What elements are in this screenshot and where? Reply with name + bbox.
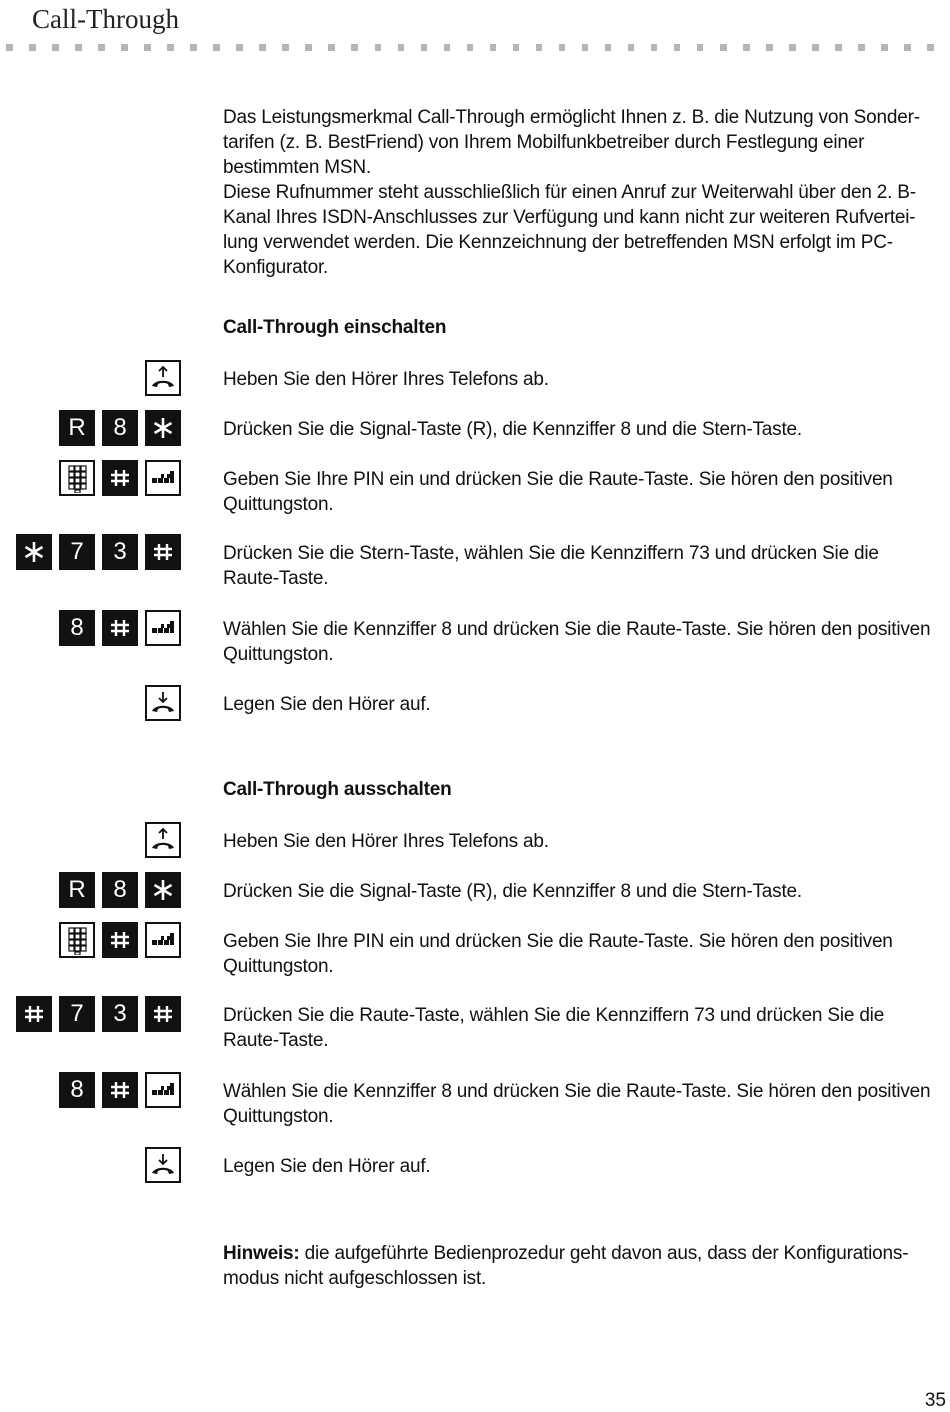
rule-dot <box>743 44 750 51</box>
step-text-line: Quittungston. <box>223 644 334 665</box>
rule-dot <box>259 44 266 51</box>
hash-key-icon <box>102 610 138 646</box>
rule-dot <box>236 44 243 51</box>
step-keys <box>16 996 181 1032</box>
step-text <box>223 879 948 904</box>
handset-hangup-icon <box>145 685 181 721</box>
rule-dot <box>812 44 819 51</box>
intro-line: tarifen (z. B. BestFriend) von Ihrem Mobilfunkbetreiber durch Festlegung einer <box>223 132 865 153</box>
step-keys <box>59 872 181 908</box>
step-text <box>223 1154 948 1179</box>
step-keys <box>59 1072 181 1108</box>
hint-line-2: modus nicht aufgeschlossen ist. <box>223 1268 487 1289</box>
key-7-icon: 7 <box>59 534 95 570</box>
step-text <box>223 1003 948 1053</box>
step-text-line: Quittungston. <box>223 1106 334 1127</box>
rule-dot <box>421 44 428 51</box>
star-key-icon <box>145 410 181 446</box>
rule-dot <box>835 44 842 51</box>
rule-dot <box>559 44 566 51</box>
page-number: 35 <box>924 1390 946 1411</box>
rule-dot <box>144 44 151 51</box>
key-r-icon: R <box>59 872 95 908</box>
step-text <box>223 829 948 854</box>
positive-tone-icon <box>145 922 181 958</box>
handset-lift-icon <box>145 360 181 396</box>
rule-dot <box>582 44 589 51</box>
section-heading-off: Call-Through ausschalten <box>223 779 452 800</box>
step-keys <box>145 360 181 396</box>
step-text <box>223 617 948 667</box>
hash-key-icon <box>145 996 181 1032</box>
intro-line: Das Leistungsmerkmal Call-Through ermöglicht Ihnen z. B. die Nutzung von Sonder- <box>223 107 920 128</box>
rule-dot <box>490 44 497 51</box>
rule-dot <box>651 44 658 51</box>
step-text-line: Drücken Sie die Signal-Taste (R), die Kennziffer 8 und die Stern-Taste. <box>223 419 802 440</box>
step-text <box>223 929 948 979</box>
page-title: Call-Through <box>32 4 179 34</box>
step-text-line: Heben Sie den Hörer Ihres Telefons ab. <box>223 831 549 852</box>
hint-label: Hinweis: <box>223 1243 300 1264</box>
rule-dot <box>190 44 197 51</box>
rule-dot <box>605 44 612 51</box>
star-key-icon <box>145 872 181 908</box>
step-text-line: Quittungston. <box>223 956 334 977</box>
rule-dot <box>375 44 382 51</box>
intro-line: Konfigurator. <box>223 257 329 278</box>
star-key-icon <box>16 534 52 570</box>
rule-dot <box>121 44 128 51</box>
rule-dot <box>628 44 635 51</box>
rule-dot <box>167 44 174 51</box>
hint-line-1 <box>223 1241 943 1266</box>
rule-dot <box>858 44 865 51</box>
step-text-line: Legen Sie den Hörer auf. <box>223 694 431 715</box>
rule-dot <box>513 44 520 51</box>
rule-dot <box>351 44 358 51</box>
step-keys <box>59 922 181 958</box>
intro-paragraph <box>223 105 943 280</box>
positive-tone-icon <box>145 460 181 496</box>
rule-dot <box>536 44 543 51</box>
step-text <box>223 541 948 591</box>
step-text-line: Geben Sie Ihre PIN ein und drücken Sie die Raute-Taste. Sie hören den positiven <box>223 469 893 490</box>
intro-line: Diese Rufnummer steht ausschließlich für einen Anruf zur Weiterwahl über den 2. B- <box>223 182 916 203</box>
rule-dot <box>282 44 289 51</box>
step-text-line: Raute-Taste. <box>223 568 329 589</box>
key-8-icon: 8 <box>59 610 95 646</box>
section-heading-on: Call-Through einschalten <box>223 317 447 338</box>
hash-key-icon <box>102 922 138 958</box>
step-text <box>223 467 948 517</box>
keypad-icon <box>59 460 95 496</box>
rule-dot <box>881 44 888 51</box>
rule-dot <box>766 44 773 51</box>
step-keys <box>145 685 181 721</box>
step-text <box>223 1079 948 1129</box>
step-text-line: Heben Sie den Hörer Ihres Telefons ab. <box>223 369 549 390</box>
step-text-line: Legen Sie den Hörer auf. <box>223 1156 431 1177</box>
rule-dot <box>29 44 36 51</box>
step-keys <box>145 822 181 858</box>
key-3-icon: 3 <box>102 534 138 570</box>
step-keys <box>59 410 181 446</box>
rule-dot <box>52 44 59 51</box>
hash-key-icon <box>102 460 138 496</box>
rule-dot <box>674 44 681 51</box>
intro-line: lung verwendet werden. Die Kennzeichnung der betreffenden MSN erfolgt im PC- <box>223 232 893 253</box>
positive-tone-icon <box>145 610 181 646</box>
step-text-line: Raute-Taste. <box>223 1030 329 1051</box>
hash-key-icon <box>16 996 52 1032</box>
hint-text: die aufgeführte Bedienprozedur geht davon aus, dass der Konfigurations- <box>304 1243 909 1264</box>
header-dotted-rule <box>6 44 950 52</box>
step-text <box>223 367 948 392</box>
rule-dot <box>697 44 704 51</box>
rule-dot <box>6 44 13 51</box>
intro-line: bestimmten MSN. <box>223 157 371 178</box>
step-keys <box>59 610 181 646</box>
rule-dot <box>467 44 474 51</box>
intro-line: Kanal Ihres ISDN-Anschlusses zur Verfügung und kann nicht zur weiteren Rufvertei- <box>223 207 916 228</box>
rule-dot <box>98 44 105 51</box>
rule-dot <box>328 44 335 51</box>
hint-paragraph <box>223 1241 943 1291</box>
rule-dot <box>720 44 727 51</box>
key-8-icon: 8 <box>102 872 138 908</box>
step-keys <box>59 460 181 496</box>
hash-key-icon <box>145 534 181 570</box>
handset-lift-icon <box>145 822 181 858</box>
key-8-icon: 8 <box>102 410 138 446</box>
rule-dot <box>75 44 82 51</box>
hash-key-icon <box>102 1072 138 1108</box>
handset-hangup-icon <box>145 1147 181 1183</box>
key-7-icon: 7 <box>59 996 95 1032</box>
step-text-line: Wählen Sie die Kennziffer 8 und drücken Sie die Raute-Taste. Sie hören den positiven <box>223 1081 931 1102</box>
step-text-line: Geben Sie Ihre PIN ein und drücken Sie die Raute-Taste. Sie hören den positiven <box>223 931 893 952</box>
rule-dot <box>789 44 796 51</box>
step-text-line: Wählen Sie die Kennziffer 8 und drücken Sie die Raute-Taste. Sie hören den positiven <box>223 619 931 640</box>
rule-dot <box>444 44 451 51</box>
step-text <box>223 417 948 442</box>
step-text-line: Drücken Sie die Signal-Taste (R), die Kennziffer 8 und die Stern-Taste. <box>223 881 802 902</box>
rule-dot <box>213 44 220 51</box>
key-3-icon: 3 <box>102 996 138 1032</box>
keypad-icon <box>59 922 95 958</box>
rule-dot <box>398 44 405 51</box>
positive-tone-icon <box>145 1072 181 1108</box>
key-8-icon: 8 <box>59 1072 95 1108</box>
step-text <box>223 692 948 717</box>
step-text-line: Drücken Sie die Raute-Taste, wählen Sie die Kennziffern 73 und drücken Sie die <box>223 1005 885 1026</box>
step-keys <box>16 534 181 570</box>
key-r-icon: R <box>59 410 95 446</box>
rule-dot <box>904 44 911 51</box>
step-text-line: Quittungston. <box>223 494 334 515</box>
step-text-line: Drücken Sie die Stern-Taste, wählen Sie die Kennziffern 73 und drücken Sie die <box>223 543 879 564</box>
step-keys <box>145 1147 181 1183</box>
rule-dot <box>305 44 312 51</box>
rule-dot <box>927 44 934 51</box>
